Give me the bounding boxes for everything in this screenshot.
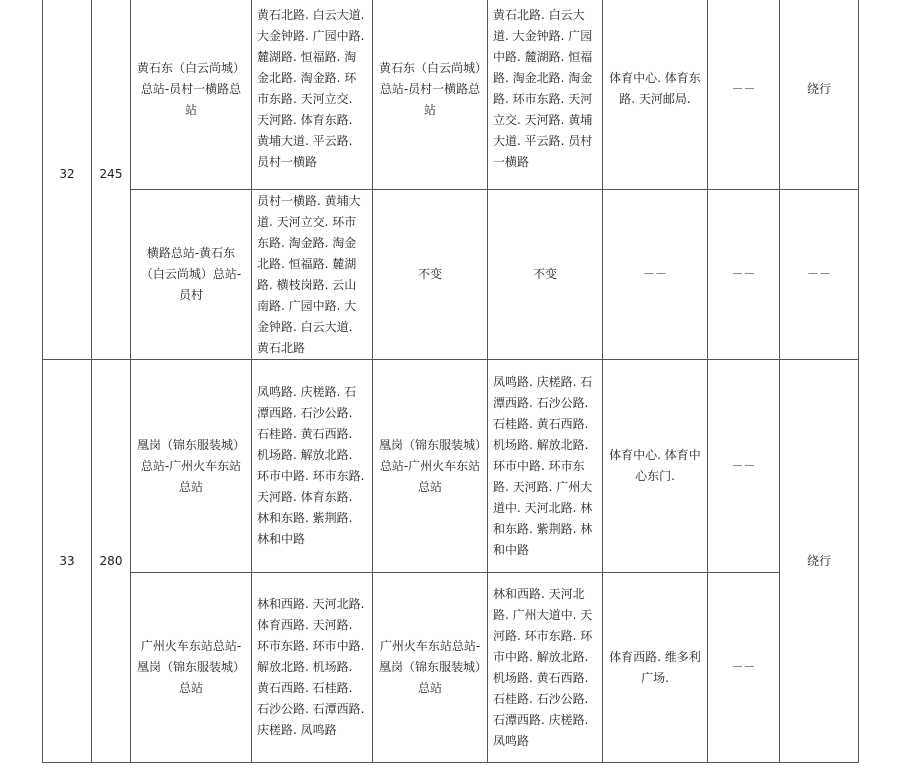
original-route: 凤鸣路. 庆槎路. 石潭西路. 石沙公路. 石桂路. 黄石西路. 机场路. 解放北路. 环市中路. 环市东路. 天河路. 体育东路. 林和东路. 紫荆路. 林和中路 [252, 360, 373, 573]
original-route: 员村一横路. 黄埔大道. 天河立交. 环市东路. 淘金路. 淘金北路. 恒福路. 麓湖路. 横枝岗路. 云山南路. 广园中路. 大金钟路. 白云大道. 黄石北路 [252, 190, 373, 360]
extra-info: －－ [708, 573, 780, 763]
affected-stops: 体育西路. 维多利广场. [603, 573, 708, 763]
original-route: 黄石北路. 白云大道. 大金钟路. 广园中路. 麓湖路. 恒福路. 淘金北路. 淘金路. 环市东路. 天河立交. 天河路. 体育东路. 黄埔大道. 平云路. 员村一横路 [252, 0, 373, 190]
new-start-end-stations: 广州火车东站总站-凰岗（锦东服装城）总站 [373, 573, 488, 763]
new-start-end-stations: 不变 [373, 190, 488, 360]
table-row [43, 0, 859, 190]
start-end-stations: 凰岗（锦东服装城）总站-广州火车东站总站 [131, 360, 252, 573]
row-id: 33 [43, 360, 92, 763]
route-number: 280 [92, 360, 131, 763]
table-row [43, 360, 859, 573]
extra-info: －－ [708, 360, 780, 573]
change-note: 绕行 [780, 360, 859, 763]
route-number: 245 [92, 0, 131, 360]
affected-stops: 体育中心. 体育中心东门. [603, 360, 708, 573]
original-route: 林和西路. 天河北路. 体育西路. 天河路. 环市东路. 环市中路. 解放北路. 机场路. 黄石西路. 石桂路. 石沙公路. 石潭西路. 庆槎路. 凤鸣路 [252, 573, 373, 763]
change-note: 绕行 [780, 0, 859, 190]
new-route: 黄石北路. 白云大道. 大金钟路. 广园中路. 麓湖路. 恒福路. 淘金北路. 淘金路. 环市东路. 天河立交. 天河路. 黄埔大道. 平云路. 员村一横路 [488, 0, 603, 190]
new-route: 林和西路. 天河北路. 广州大道中. 天河路. 环市东路. 环市中路. 解放北路. 机场路. 黄石西路. 石桂路. 石沙公路. 石潭西路. 庆槎路. 凤鸣路 [488, 573, 603, 763]
new-start-end-stations: 凰岗（锦东服装城）总站-广州火车东站总站 [373, 360, 488, 573]
start-end-stations: 横路总站-黄石东（白云尚城）总站-员村 [131, 190, 252, 360]
table-row [43, 190, 859, 360]
start-end-stations: 广州火车东站总站-凰岗（锦东服装城）总站 [131, 573, 252, 763]
new-route: 凤鸣路. 庆槎路. 石潭西路. 石沙公路. 石桂路. 黄石西路. 机场路. 解放北路. 环市中路. 环市东路. 天河路. 广州大道中. 天河北路. 林和东路. 紫荆路. 林和中路 [488, 360, 603, 573]
affected-stops: －－ [603, 190, 708, 360]
extra-info: －－ [708, 0, 780, 190]
start-end-stations: 黄石东（白云尚城）总站-员村一横路总站 [131, 0, 252, 190]
change-note: －－ [780, 190, 859, 360]
affected-stops: 体育中心. 体育东路. 天河邮局. [603, 0, 708, 190]
row-id: 32 [43, 0, 92, 360]
route-change-table [42, 0, 859, 763]
new-route: 不变 [488, 190, 603, 360]
new-start-end-stations: 黄石东（白云尚城）总站-员村一横路总站 [373, 0, 488, 190]
extra-info: －－ [708, 190, 780, 360]
table-row [43, 573, 859, 763]
